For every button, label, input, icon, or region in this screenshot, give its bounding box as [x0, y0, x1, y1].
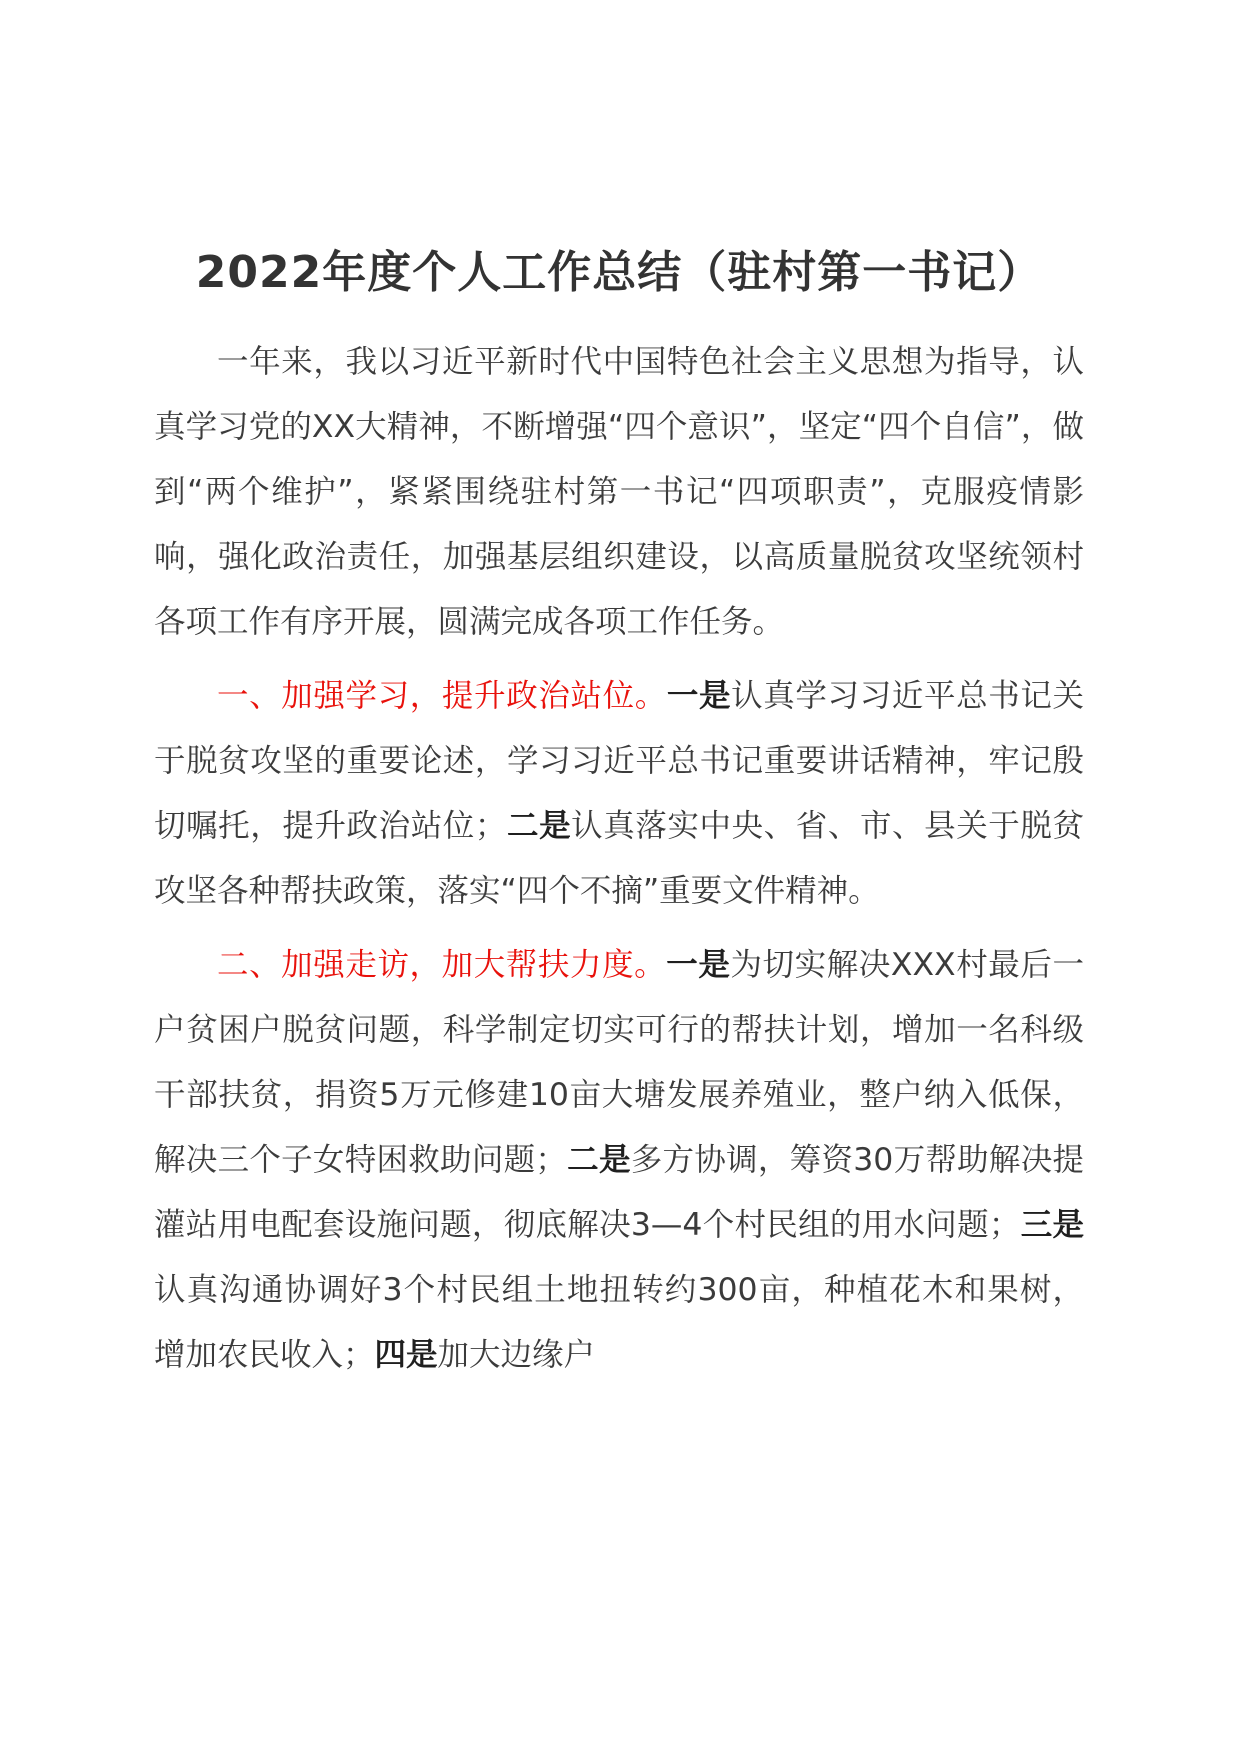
section-2-point-1-lead: 一是: [666, 947, 731, 983]
section-1-point-2-lead: 二是: [506, 808, 572, 844]
section-1-paragraph: [154, 664, 1084, 924]
section-1-point-2-text: 认真落实中央、省、市、县关于脱贫攻坚各种帮扶政策，落实“四个不摘”重要文件精神。: [154, 808, 1084, 909]
section-2-point-1-text: 为切实解决XXX村最后一户贫困户脱贫问题，科学制定切实可行的帮扶计划，增加一名科级干部扶贫，捐资5万元修建10亩大塘发展养殖业，整户纳入低保，解决三个子女特困救助问题；: [154, 947, 1084, 1178]
section-1-point-1-text: 认真学习习近平总书记关于脱贫攻坚的重要论述，学习习近平总书记重要讲话精神，牢记殷切嘱托，提升政治站位；: [154, 678, 1084, 844]
section-1-heading: 一、加强学习，提升政治站位。: [217, 678, 667, 714]
section-2-point-2-text: 多方协调，筹资30万帮助解决提灌站用电配套设施问题，彻底解决3—4个村民组的用水问题；: [154, 1142, 1084, 1243]
section-2-point-4-text: 加大边缘户: [437, 1337, 596, 1373]
section-2-point-4-lead: 四是: [374, 1337, 438, 1373]
document-page: [154, 238, 1084, 1397]
section-2-point-2-lead: 二是: [566, 1142, 631, 1178]
section-2-point-3-text: 认真沟通协调好3个村民组土地扭转约300亩，种植花木和果树，增加农民收入；: [154, 1272, 1084, 1373]
document-title: 2022年度个人工作总结（驻村第一书记）: [195, 247, 1043, 298]
section-2-heading: 二、加强走访，加大帮扶力度。: [217, 947, 667, 983]
section-2-point-3-lead: 三是: [1020, 1207, 1084, 1243]
section-2-paragraph: [154, 933, 1084, 1388]
intro-paragraph: 一年来，我以习近平新时代中国特色社会主义思想为指导，认真学习党的XX大精神，不断增强“四个意识”，坚定“四个自信”，做到“两个维护”，紧紧围绕驻村第一书记“四项职责”，克服疫情影响，强化政治责任，加强基层组织建设，以高质量脱贫攻坚统领村各项工作有序开展，圆满完成各项工作任务。: [154, 344, 1084, 640]
section-1-point-1-lead: 一是: [666, 678, 732, 714]
